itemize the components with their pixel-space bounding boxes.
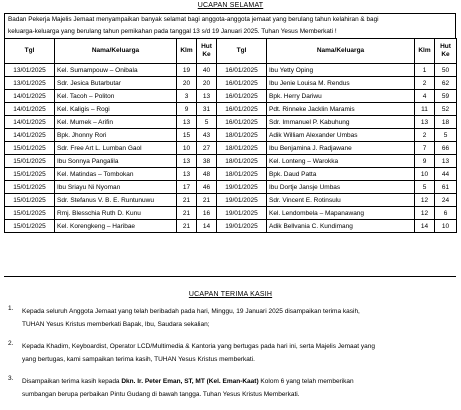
table-cell: 15/01/2025	[5, 220, 55, 233]
table-cell: 15/01/2025	[5, 194, 55, 207]
table-row	[5, 103, 457, 116]
table-cell: Sdr. Stefanus V. B. E. Runtunuwu	[55, 194, 177, 207]
thanks-item-2	[8, 340, 458, 366]
thanks-suffix: Kolom 6 yang telah memberikan	[258, 378, 354, 385]
table-cell: Ibu Sriayu Ni Nyoman	[55, 181, 177, 194]
table-cell: Pdt. Rinneke Jacklin Maramis	[267, 103, 415, 116]
table-cell: 15/01/2025	[5, 207, 55, 220]
table-cell: 5	[197, 116, 217, 129]
table-cell: Kel. Lendombela – Mapanawang	[267, 207, 415, 220]
table-row	[5, 155, 457, 168]
thanks-line: yang bertugas, kami sampaikan terima kasih, TUHAN Yesus Kristus memberkati.	[22, 356, 255, 363]
column-header: Hut Ke	[435, 39, 457, 64]
column-header: Klm	[177, 39, 197, 64]
thanks-line: TUHAN Yesus Kristus memberkati Bapak, Ibu, Saudara sekalian;	[22, 321, 210, 328]
table-row	[5, 168, 457, 181]
table-cell: Sdr. Free Art L. Lumban Gaol	[55, 142, 177, 155]
thanks-line: Kepada Khadim, Keyboardist, Operator LCD/Multimedia & Kantoria yang bertugas pada hari ini, serta Majelis Jemaat yang	[22, 343, 375, 350]
table-cell: 15/01/2025	[5, 142, 55, 155]
table-row	[5, 90, 457, 103]
table-cell: Kel. Mumek – Arifin	[55, 116, 177, 129]
table-cell: 1	[415, 64, 435, 77]
thanks-number: 2.	[8, 340, 14, 347]
table-cell: 13	[177, 155, 197, 168]
table-cell: 17	[177, 181, 197, 194]
table-cell: 52	[435, 103, 457, 116]
table-cell: 11	[415, 103, 435, 116]
column-header: Klm	[415, 39, 435, 64]
table-row	[5, 64, 457, 77]
table-cell: 6	[435, 207, 457, 220]
table-cell: 15/01/2025	[5, 168, 55, 181]
table-cell: 21	[177, 220, 197, 233]
table-cell: Kel. Sumampouw – Onibala	[55, 64, 177, 77]
table-cell: Kel. Kaligis – Rogi	[55, 103, 177, 116]
thanks-item-3	[8, 375, 458, 401]
table-header-row	[5, 39, 457, 64]
table-cell: 20	[197, 77, 217, 90]
thanks-number: 1.	[8, 305, 14, 312]
table-cell: 15	[177, 129, 197, 142]
thanks-line	[22, 375, 458, 388]
table-cell: 40	[197, 64, 217, 77]
table-cell: 19/01/2025	[217, 220, 267, 233]
table-cell: 16/01/2025	[217, 90, 267, 103]
table-cell: 16/01/2025	[217, 64, 267, 77]
table-cell: 19/01/2025	[217, 194, 267, 207]
table-cell: Kel. Matindas – Tombokan	[55, 168, 177, 181]
table-cell: 13	[177, 168, 197, 181]
table-cell: 31	[197, 103, 217, 116]
table-cell: 44	[435, 168, 457, 181]
table-cell: 2	[415, 77, 435, 90]
table-cell: Ibu Dortje Jansje Umbas	[267, 181, 415, 194]
table-cell: 43	[197, 129, 217, 142]
table-cell: 50	[435, 64, 457, 77]
table-cell: 9	[177, 103, 197, 116]
table-cell: 12	[415, 207, 435, 220]
table-cell: 18/01/2025	[217, 155, 267, 168]
table-cell: Kel. Lonteng – Warokka	[267, 155, 415, 168]
table-row	[5, 181, 457, 194]
table-cell: 2	[415, 129, 435, 142]
table-row	[5, 116, 457, 129]
table-cell: Sdr. Jesica Butarbutar	[55, 77, 177, 90]
table-cell: 18/01/2025	[217, 168, 267, 181]
column-header: Nama/Keluarga	[267, 39, 415, 64]
table-cell: 59	[435, 90, 457, 103]
table-cell: 21	[197, 194, 217, 207]
table-cell: 14/01/2025	[5, 90, 55, 103]
table-cell: 7	[415, 142, 435, 155]
thanks-item-1	[8, 305, 458, 331]
table-cell: 62	[435, 77, 457, 90]
table-cell: 5	[415, 181, 435, 194]
table-cell: 19	[177, 64, 197, 77]
table-cell: Adik Bellvania C. Kundimang	[267, 220, 415, 233]
table-cell: Sdr. Immanuel P. Kabuhung	[267, 116, 415, 129]
table-cell: Bpk. Daud Patta	[267, 168, 415, 181]
table-cell: 16/01/2025	[217, 103, 267, 116]
table-row	[5, 194, 457, 207]
intro-box	[4, 13, 456, 39]
column-header: Tgl	[5, 39, 55, 64]
table-cell: Sdr. Vincent E. Rotinsulu	[267, 194, 415, 207]
table-cell: 19/01/2025	[217, 181, 267, 194]
table-cell: 13	[177, 116, 197, 129]
table-cell: 16/01/2025	[217, 77, 267, 90]
column-header: Tgl	[217, 39, 267, 64]
table-cell: 10	[415, 168, 435, 181]
table-cell: Rmj. Blesschia Ruth D. Kunu	[55, 207, 177, 220]
table-cell: 13	[197, 90, 217, 103]
table-cell: 24	[435, 194, 457, 207]
table-cell: 14/01/2025	[5, 116, 55, 129]
table-cell: 61	[435, 181, 457, 194]
table-cell: 13	[435, 155, 457, 168]
table-cell: 27	[197, 142, 217, 155]
thanks-line: Kepada seluruh Anggota Jemaat yang telah beribadah pada hari, Minggu, 19 Januari 2025 disampaikan terima kasih,	[22, 308, 360, 315]
table-cell: 20	[177, 77, 197, 90]
table-cell: Bpk. Herry Dariwu	[267, 90, 415, 103]
section-title-ucapan-selamat: UCAPAN SELAMAT	[197, 2, 264, 9]
table-cell: 13	[415, 116, 435, 129]
table-cell: 14/01/2025	[5, 103, 55, 116]
thanks-number: 3.	[8, 375, 14, 382]
table-row	[5, 77, 457, 90]
thanks-prefix: Disampaikan terima kasih kepada	[22, 378, 122, 385]
table-cell: Kel. Korengkeng – Haribae	[55, 220, 177, 233]
table-cell: 12	[415, 194, 435, 207]
table-cell: 16/01/2025	[217, 116, 267, 129]
table-cell: 3	[177, 90, 197, 103]
table-cell: 14	[415, 220, 435, 233]
table-cell: 9	[415, 155, 435, 168]
section-title-ucapan-terima-kasih: UCAPAN TERIMA KASIH	[188, 291, 273, 298]
table-cell: Adik William Alexander Umbas	[267, 129, 415, 142]
table-cell: 18	[435, 116, 457, 129]
table-row	[5, 129, 457, 142]
table-cell: Bpk. Jhonny Rori	[55, 129, 177, 142]
table-cell: 19/01/2025	[217, 207, 267, 220]
table-cell: 46	[197, 181, 217, 194]
table-cell: 48	[197, 168, 217, 181]
table-cell: 4	[415, 90, 435, 103]
intro-line-2: keluarga-keluarga yang berulang tahun pemikahan pada tanggal 13 s/d 19 Januari 2025. Tuhan Yesus Memberkati !	[8, 28, 337, 35]
table-cell: 15/01/2025	[5, 181, 55, 194]
table-cell: Ibu Jenie Louisa M. Rendus	[267, 77, 415, 90]
table-row	[5, 220, 457, 233]
table-cell: 10	[435, 220, 457, 233]
table-cell: 10	[177, 142, 197, 155]
table-row	[5, 142, 457, 155]
table-cell: Kel. Tacoh – Politon	[55, 90, 177, 103]
table-cell: Ibu Yetty Oping	[267, 64, 415, 77]
table-cell: 66	[435, 142, 457, 155]
table-cell: 13/01/2025	[5, 64, 55, 77]
table-cell: 21	[177, 194, 197, 207]
thanks-donor-name: Dkn. Ir. Peter Eman, ST, MT (Kel. Eman-Kaat)	[121, 378, 259, 385]
table-cell: Ibu Sonnya Pangalila	[55, 155, 177, 168]
table-row	[5, 207, 457, 220]
table-cell: 21	[177, 207, 197, 220]
birthday-table	[4, 38, 457, 233]
divider	[4, 276, 456, 277]
table-cell: Ibu Benjamina J. Radjawane	[267, 142, 415, 155]
table-cell: 38	[197, 155, 217, 168]
table-cell: 13/01/2025	[5, 77, 55, 90]
column-header: Nama/Keluarga	[55, 39, 177, 64]
column-header: Hut Ke	[197, 39, 217, 64]
table-cell: 18/01/2025	[217, 129, 267, 142]
intro-line-1: Badan Pekerja Majelis Jemaat menyampaikan banyak selamat bagi anggota-anggota jemaat yang berulang tahun kelahiran & bagi	[8, 16, 379, 23]
table-cell: 5	[435, 129, 457, 142]
thanks-line: sumbangan berupa perbaikan Pintu Gudang di bawah tangga. Tuhan Yesus Kristus Memberkati.	[22, 391, 300, 398]
table-cell: 14/01/2025	[5, 129, 55, 142]
table-cell: 14	[197, 220, 217, 233]
table-cell: 16	[197, 207, 217, 220]
thanks-list	[8, 305, 458, 410]
table-cell: 15/01/2025	[5, 155, 55, 168]
table-cell: 18/01/2025	[217, 142, 267, 155]
